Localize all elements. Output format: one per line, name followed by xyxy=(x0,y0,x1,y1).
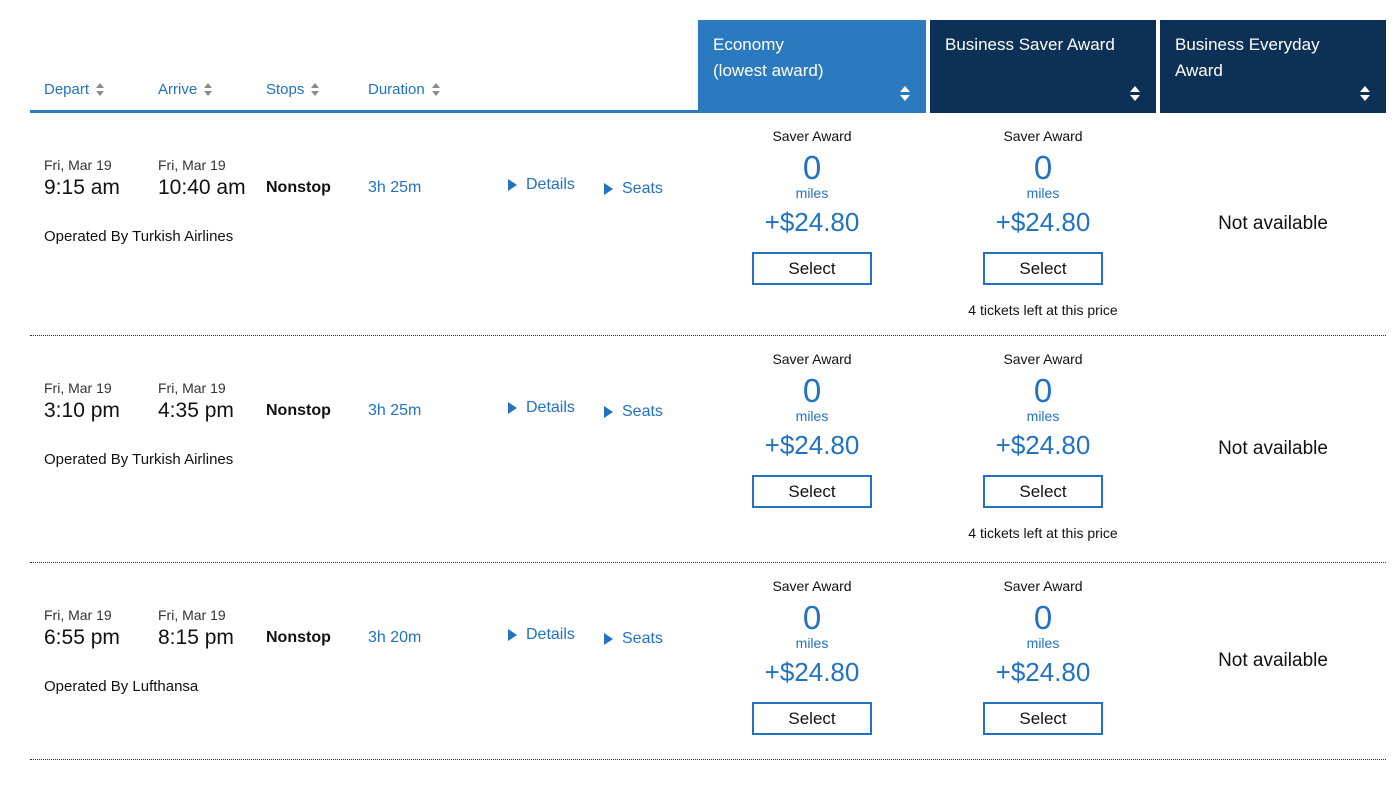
fare-cell-economy xyxy=(698,113,926,335)
details-link[interactable] xyxy=(508,626,575,644)
seats-cell xyxy=(604,630,663,650)
arrive-cell xyxy=(158,607,266,650)
operated-by-text: Operated By Turkish Airlines xyxy=(44,451,234,468)
fare-cell-business-everyday xyxy=(1160,563,1386,759)
sort-icon xyxy=(1130,86,1140,101)
miles-value: 0 xyxy=(1033,599,1053,636)
duration-label: Duration xyxy=(368,81,425,98)
duration-value: 3h 25m xyxy=(368,402,422,419)
details-link-label: Details xyxy=(526,626,575,643)
flight-row xyxy=(30,336,1386,563)
expand-arrow-icon xyxy=(604,183,613,195)
award-type-label: Saver Award xyxy=(1003,128,1083,144)
details-cell xyxy=(508,176,604,200)
seats-link[interactable] xyxy=(604,403,663,421)
depart-cell xyxy=(44,380,158,423)
award-type-label: Saver Award xyxy=(1003,351,1083,367)
table-header-row xyxy=(30,20,1386,113)
miles-value: 0 xyxy=(802,372,822,409)
fare-header-line1: Business Everyday Award xyxy=(1175,35,1320,80)
flight-line xyxy=(44,157,698,200)
miles-value: 0 xyxy=(1033,149,1053,186)
seats-link-label: Seats xyxy=(622,630,663,647)
operated-by-text: Operated By Lufthansa xyxy=(44,678,199,695)
award-type-label: Saver Award xyxy=(1003,578,1083,594)
sort-icon xyxy=(900,86,910,101)
fare-header-line1: Economy xyxy=(713,35,784,54)
duration-value: 3h 25m xyxy=(368,179,422,196)
not-available-text: Not available xyxy=(1218,650,1328,671)
details-link[interactable] xyxy=(508,399,575,417)
depart-date: Fri, Mar 19 xyxy=(44,157,112,173)
expand-arrow-icon xyxy=(604,406,613,418)
sort-icon xyxy=(1360,86,1370,101)
arrive-cell xyxy=(158,380,266,423)
expand-arrow-icon xyxy=(604,633,613,645)
fare-cell-business-saver xyxy=(930,563,1156,759)
seats-cell xyxy=(604,180,663,200)
fare-column-header-economy[interactable] xyxy=(698,20,926,113)
fare-cell-business-everyday xyxy=(1160,113,1386,335)
flight-line xyxy=(44,607,698,650)
expand-arrow-icon xyxy=(508,629,517,641)
flight-row xyxy=(30,563,1386,760)
flight-row xyxy=(30,113,1386,336)
column-header-stops[interactable] xyxy=(266,81,368,98)
award-type-label: Saver Award xyxy=(772,351,852,367)
cash-copay-value: +$24.80 xyxy=(764,657,860,688)
seats-link-label: Seats xyxy=(622,403,663,420)
details-link[interactable] xyxy=(508,176,575,194)
sort-icon xyxy=(432,83,440,96)
seats-link-label: Seats xyxy=(622,180,663,197)
column-header-depart[interactable] xyxy=(44,81,158,98)
award-type-label: Saver Award xyxy=(772,128,852,144)
fare-cell-business-everyday xyxy=(1160,336,1386,562)
expand-arrow-icon xyxy=(508,179,517,191)
cash-copay-value: +$24.80 xyxy=(764,430,860,461)
operated-by-text: Operated By Turkish Airlines xyxy=(44,228,234,245)
details-link-label: Details xyxy=(526,399,575,416)
seats-cell xyxy=(604,403,663,423)
cash-copay-value: +$24.80 xyxy=(764,207,860,238)
stops-value: Nonstop xyxy=(266,179,331,196)
not-available-text: Not available xyxy=(1218,438,1328,459)
expand-arrow-icon xyxy=(508,402,517,414)
select-button[interactable]: Select xyxy=(752,702,872,735)
depart-time: 6:55 pm xyxy=(44,626,120,649)
fare-header-line2: (lowest award) xyxy=(713,60,824,80)
arrive-date: Fri, Mar 19 xyxy=(158,157,226,173)
award-type-label: Saver Award xyxy=(772,578,852,594)
depart-time: 3:10 pm xyxy=(44,399,120,422)
miles-unit-label: miles xyxy=(795,407,829,424)
sort-icon xyxy=(311,83,319,96)
flight-line xyxy=(44,380,698,423)
seats-link[interactable] xyxy=(604,630,663,648)
depart-label: Depart xyxy=(44,81,90,98)
duration-value: 3h 20m xyxy=(368,629,422,646)
stops-value: Nonstop xyxy=(266,402,331,419)
miles-unit-label: miles xyxy=(795,184,829,201)
arrive-date: Fri, Mar 19 xyxy=(158,380,226,396)
stops-label: Stops xyxy=(266,81,305,98)
arrive-cell xyxy=(158,157,266,200)
miles-unit-label: miles xyxy=(795,634,829,651)
fare-cell-economy xyxy=(698,336,926,562)
miles-unit-label: miles xyxy=(1026,184,1060,201)
flight-info-cell xyxy=(30,113,698,335)
cash-copay-value: +$24.80 xyxy=(995,430,1091,461)
sort-icon xyxy=(204,83,212,96)
depart-date: Fri, Mar 19 xyxy=(44,380,112,396)
fare-cell-economy xyxy=(698,563,926,759)
fare-column-header-business-everyday[interactable] xyxy=(1160,20,1386,113)
miles-unit-label: miles xyxy=(1026,634,1060,651)
select-button[interactable]: Select xyxy=(983,252,1103,285)
arrive-time: 4:35 pm xyxy=(158,399,234,422)
details-cell xyxy=(508,399,604,423)
flight-info-header xyxy=(30,20,698,113)
tickets-left-note: 4 tickets left at this price xyxy=(968,525,1118,542)
details-link-label: Details xyxy=(526,176,575,193)
tickets-left-note: 4 tickets left at this price xyxy=(968,302,1118,319)
arrive-date: Fri, Mar 19 xyxy=(158,607,226,623)
select-button[interactable]: Select xyxy=(983,475,1103,508)
fare-cell-business-saver xyxy=(930,336,1156,562)
select-button[interactable]: Select xyxy=(983,702,1103,735)
cash-copay-value: +$24.80 xyxy=(995,657,1091,688)
arrive-time: 8:15 pm xyxy=(158,626,234,649)
flight-info-cell xyxy=(30,336,698,562)
column-header-arrive[interactable] xyxy=(158,81,266,98)
depart-date: Fri, Mar 19 xyxy=(44,607,112,623)
arrive-label: Arrive xyxy=(158,81,198,98)
seats-link[interactable] xyxy=(604,180,663,198)
sort-icon xyxy=(96,83,104,96)
arrive-time: 10:40 am xyxy=(158,176,246,199)
details-cell xyxy=(508,626,604,650)
cash-copay-value: +$24.80 xyxy=(995,207,1091,238)
column-header-duration[interactable] xyxy=(368,81,440,98)
depart-cell xyxy=(44,607,158,650)
depart-time: 9:15 am xyxy=(44,176,120,199)
miles-value: 0 xyxy=(1033,372,1053,409)
select-button[interactable]: Select xyxy=(752,475,872,508)
select-button[interactable]: Select xyxy=(752,252,872,285)
stops-value: Nonstop xyxy=(266,629,331,646)
miles-value: 0 xyxy=(802,149,822,186)
miles-unit-label: miles xyxy=(1026,407,1060,424)
miles-value: 0 xyxy=(802,599,822,636)
award-results-table xyxy=(30,20,1386,760)
fare-cell-business-saver xyxy=(930,113,1156,335)
depart-cell xyxy=(44,157,158,200)
fare-column-header-business-saver[interactable] xyxy=(930,20,1156,113)
fare-header-line1: Business Saver Award xyxy=(945,35,1115,54)
not-available-text: Not available xyxy=(1218,213,1328,234)
flight-info-cell xyxy=(30,563,698,759)
